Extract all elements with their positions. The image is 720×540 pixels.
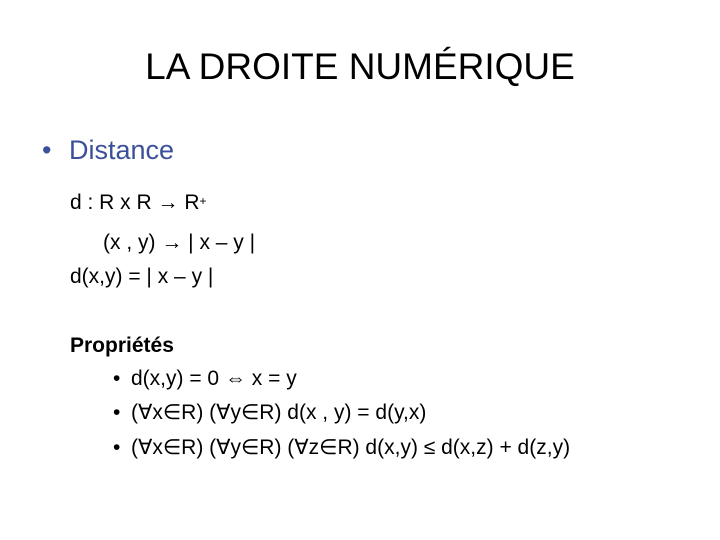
mapping-text: d : R x R → R <box>70 191 200 214</box>
property-text: d(x,y) = 0 ⇔ x = y <box>131 367 297 390</box>
section-heading-label: Distance <box>69 135 175 165</box>
bullet-glyph: • <box>113 367 121 390</box>
pair-mapping-line: (x , y) → | x – y | <box>103 231 256 254</box>
property-item <box>113 398 426 428</box>
section-heading <box>42 131 174 169</box>
mapping-definition <box>70 188 207 218</box>
bullet-glyph: • <box>113 436 121 459</box>
bullet-glyph: • <box>42 135 52 165</box>
property-item <box>113 364 297 394</box>
property-item <box>113 433 570 463</box>
property-text: (∀x∈R) (∀y∈R) (∀z∈R) d(x,y) ≤ d(x,z) + d(z,y) <box>131 436 571 459</box>
bullet-glyph: • <box>113 401 121 424</box>
slide-title: LA DROITE NUMÉRIQUE <box>145 46 575 87</box>
distance-formula-line: d(x,y) = | x – y | <box>70 265 214 288</box>
mapping-superscript: + <box>199 194 207 208</box>
properties-title: Propriétés <box>70 334 174 357</box>
property-text: (∀x∈R) (∀y∈R) d(x , y) = d(y,x) <box>131 401 427 424</box>
